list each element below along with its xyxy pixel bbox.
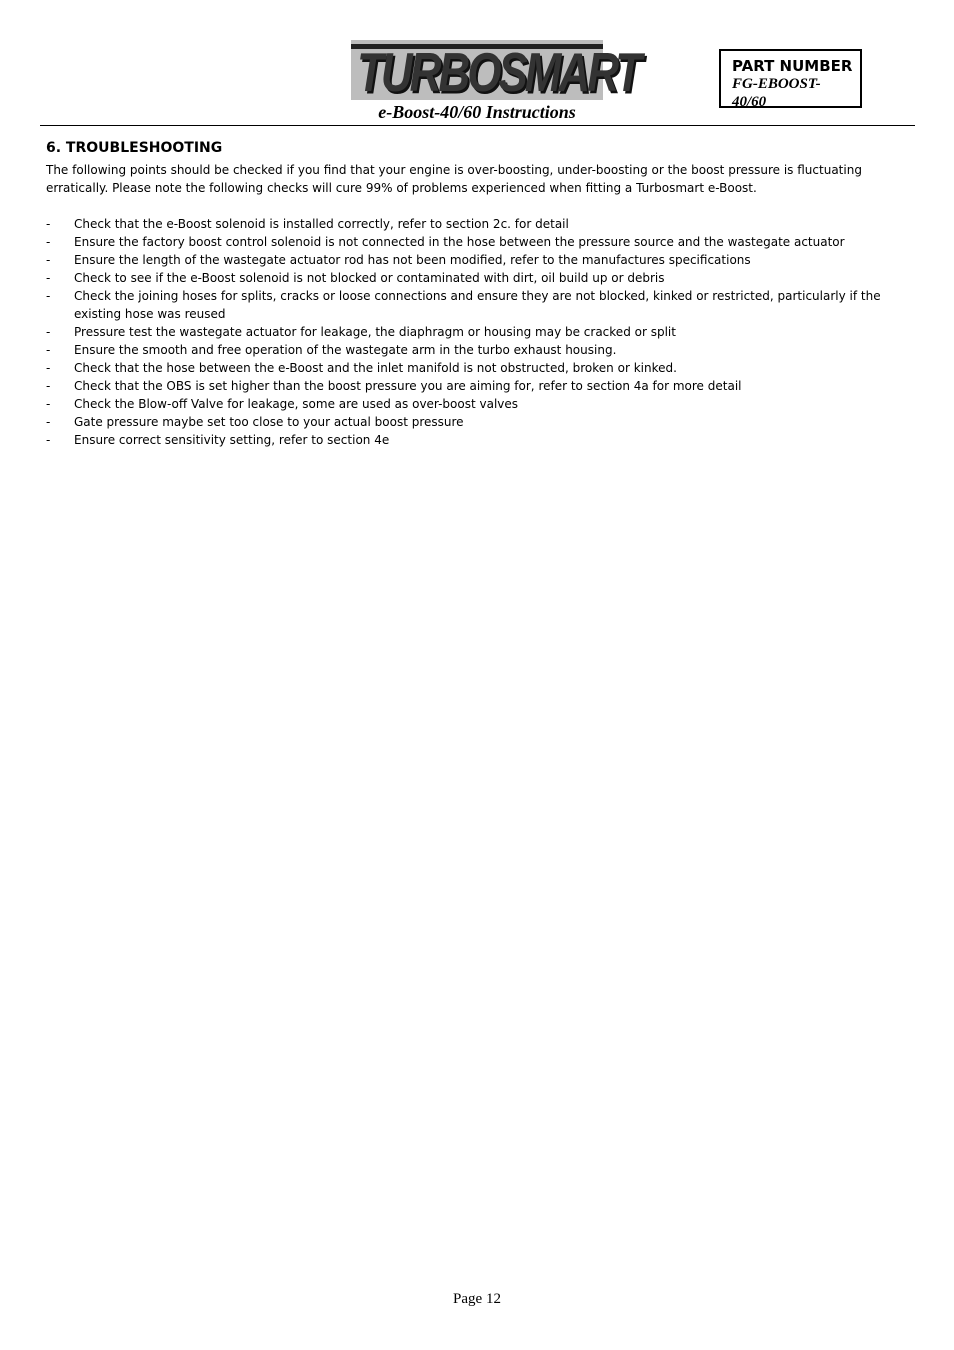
bullet-dash: - (46, 289, 51, 303)
section-heading: 6. TROUBLESHOOTING (46, 140, 223, 156)
list-item (46, 341, 896, 359)
list-item (46, 251, 896, 269)
part-number-label: PART NUMBER (732, 57, 853, 75)
bullet-dash: - (46, 415, 51, 429)
list-item-text: Ensure the smooth and free operation of the wastegate arm in the turbo exhaust housing. (74, 343, 617, 357)
list-item (46, 395, 896, 413)
list-item-text: Check that the hose between the e-Boost and the inlet manifold is not obstructed, broken or kinked. (74, 361, 677, 375)
list-item-text: Ensure the factory boost control solenoid is not connected in the hose between the pressure source and the wastegate actuator (74, 235, 845, 249)
turbosmart-logo (351, 40, 640, 104)
header-divider (40, 125, 915, 126)
list-item-text: Check that the OBS is set higher than the boost pressure you are aiming for, refer to section 4a for more detail (74, 379, 742, 393)
list-item-text: Check the Blow-off Valve for leakage, some are used as over-boost valves (74, 397, 519, 411)
list-item (46, 215, 896, 233)
bullet-dash: - (46, 397, 51, 411)
list-item-text: Ensure correct sensitivity setting, refer to section 4e (74, 433, 390, 447)
list-item (46, 233, 896, 251)
page-number: Page 12 (453, 1291, 501, 1307)
list-item (46, 269, 896, 287)
part-number-value: FG-EBOOST-40/60 (732, 76, 821, 110)
part-number-box (719, 49, 862, 108)
list-item-text: Pressure test the wastegate actuator for leakage, the diaphragm or housing may be cracked or split (74, 325, 676, 339)
list-item (46, 377, 896, 395)
bullet-dash: - (46, 433, 51, 447)
list-item (46, 413, 896, 431)
document-title: e-Boost-40/60 Instructions (378, 102, 576, 122)
list-item (46, 287, 896, 323)
list-item-text: Gate pressure maybe set too close to your actual boost pressure (74, 415, 464, 429)
bullet-dash: - (46, 343, 51, 357)
list-item-text: Check that the e-Boost solenoid is installed correctly, refer to section 2c. for detail (74, 217, 569, 231)
bullet-dash: - (46, 325, 51, 339)
intro-paragraph: The following points should be checked if you find that your engine is over-boosting, under-boosting or the boost pressure is fluctuating erratically. Please note the following checks will cure 99% of problems experienced when fitting a Turbosmart e-Boost. (46, 163, 862, 195)
list-item-text: Ensure the length of the wastegate actuator rod has not been modified, refer to the manufactures specifications (74, 253, 751, 267)
list-item (46, 431, 896, 449)
bullet-dash: - (46, 361, 51, 375)
troubleshooting-list (46, 215, 896, 449)
bullet-dash: - (46, 235, 51, 249)
bullet-dash: - (46, 217, 51, 231)
bullet-dash: - (46, 271, 51, 285)
list-item-text: Check the joining hoses for splits, cracks or loose connections and ensure they are not blocked, kinked or restricted, particularly if the existing hose was reused (74, 289, 881, 321)
list-item (46, 359, 896, 377)
list-item (46, 323, 896, 341)
bullet-dash: - (46, 253, 51, 267)
list-item-text: Check to see if the e-Boost solenoid is not blocked or contaminated with dirt, oil build up or debris (74, 271, 665, 285)
bullet-dash: - (46, 379, 51, 393)
logo-text: TURBOSMART (357, 42, 640, 104)
